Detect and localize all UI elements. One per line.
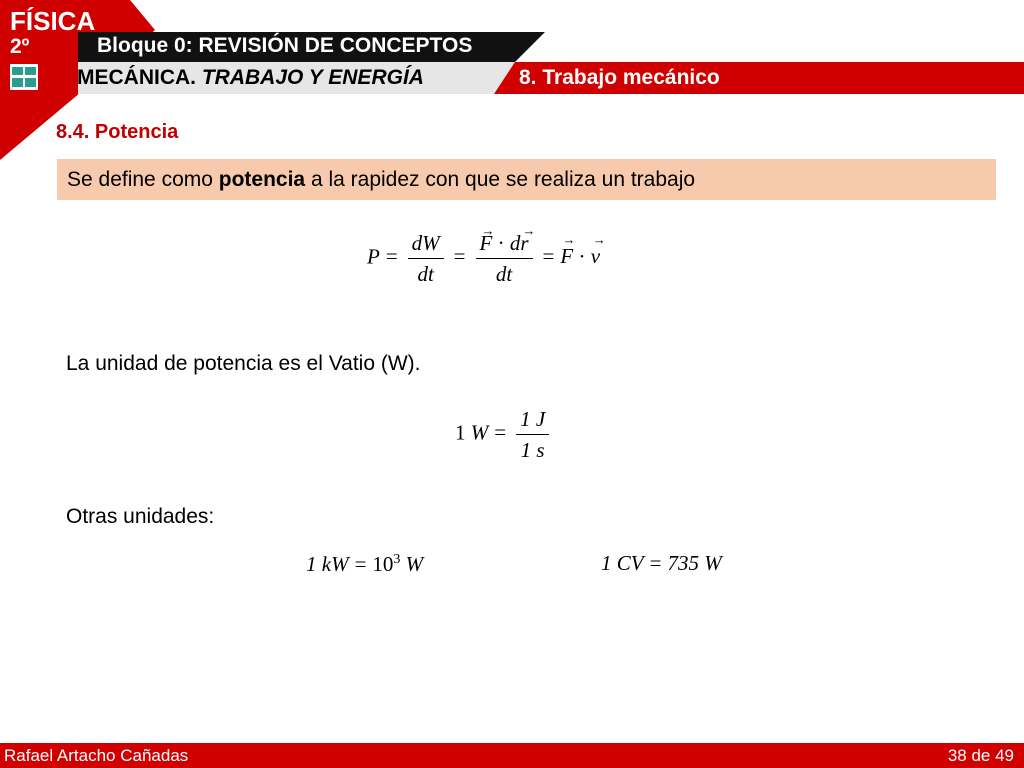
subsection-heading: 8.4. Potencia — [56, 121, 179, 143]
cv-lhs: 1 CV — [601, 551, 644, 575]
kw-rhs-base: 10 — [372, 552, 394, 576]
watt-lhs-unit: W — [470, 420, 489, 445]
velocity-vector: → v — [591, 244, 600, 269]
kw-rhs-unit: W — [405, 552, 424, 576]
power-fraction-2 — [476, 228, 533, 289]
topic-title — [77, 66, 424, 90]
definition-box — [57, 159, 996, 200]
footer-author: Rafael Artacho Cañadas — [4, 746, 189, 765]
watt-num: 1 J — [520, 407, 546, 431]
dot-operator: · — [497, 231, 505, 255]
footer-page: 38 de 49 — [947, 746, 1014, 765]
watt-fraction — [516, 404, 549, 465]
power-frac1-num: dW — [411, 231, 440, 255]
power-fraction-1 — [408, 228, 444, 289]
unit-text: La unidad de potencia es el Vatio (W). — [66, 352, 421, 375]
power-frac2-den: dt — [495, 262, 513, 286]
dot-operator-rhs: · — [578, 244, 586, 269]
definition-post: a la rapidez con que se realiza un trabajo — [305, 168, 696, 191]
course-label: 2º — [10, 35, 30, 58]
kw-lhs: 1 kW — [306, 552, 349, 576]
topic-italic: TRABAJO Y ENERGÍA — [201, 66, 424, 89]
definition-pre: Se define como — [67, 168, 219, 191]
differential-d: d — [509, 231, 521, 255]
cv-rhs: 735 W — [667, 551, 722, 575]
grid-icon — [10, 64, 38, 90]
force-vector-rhs: → F — [560, 244, 573, 269]
footer-bar — [0, 743, 1024, 768]
watt-equation: 1 W = $\frac{1 J}{1 s}$ — [455, 404, 553, 465]
watt-den: 1 s — [520, 438, 545, 462]
kw-rhs-exp: 3 — [393, 552, 401, 567]
definition-bold: potencia — [218, 168, 306, 191]
power-equation: P = $\frac{dW}{dt}$ = → $\frac{F \cdot d\to r}{dt}$ =→ F · → v — [367, 228, 600, 289]
other-units-label: Otras unidades: — [66, 505, 215, 528]
topic-plain: MECÁNICA. — [77, 66, 202, 89]
subject-title: FÍSICA — [10, 6, 96, 36]
power-frac1-den: dt — [417, 262, 434, 286]
block-title: Bloque 0: REVISIÓN DE CONCEPTOS — [97, 34, 473, 57]
watt-lhs-num: 1 — [455, 420, 466, 445]
position-vector: → r — [520, 228, 528, 258]
kilowatt-equation: 1 kW = $10^3$ W — [306, 552, 424, 576]
cv-equation: 1 CV = 735 W — [601, 551, 722, 575]
section-title: 8. Trabajo mecánico — [519, 66, 720, 89]
power-lhs: P — [367, 244, 380, 269]
force-vector: → F — [480, 228, 493, 258]
